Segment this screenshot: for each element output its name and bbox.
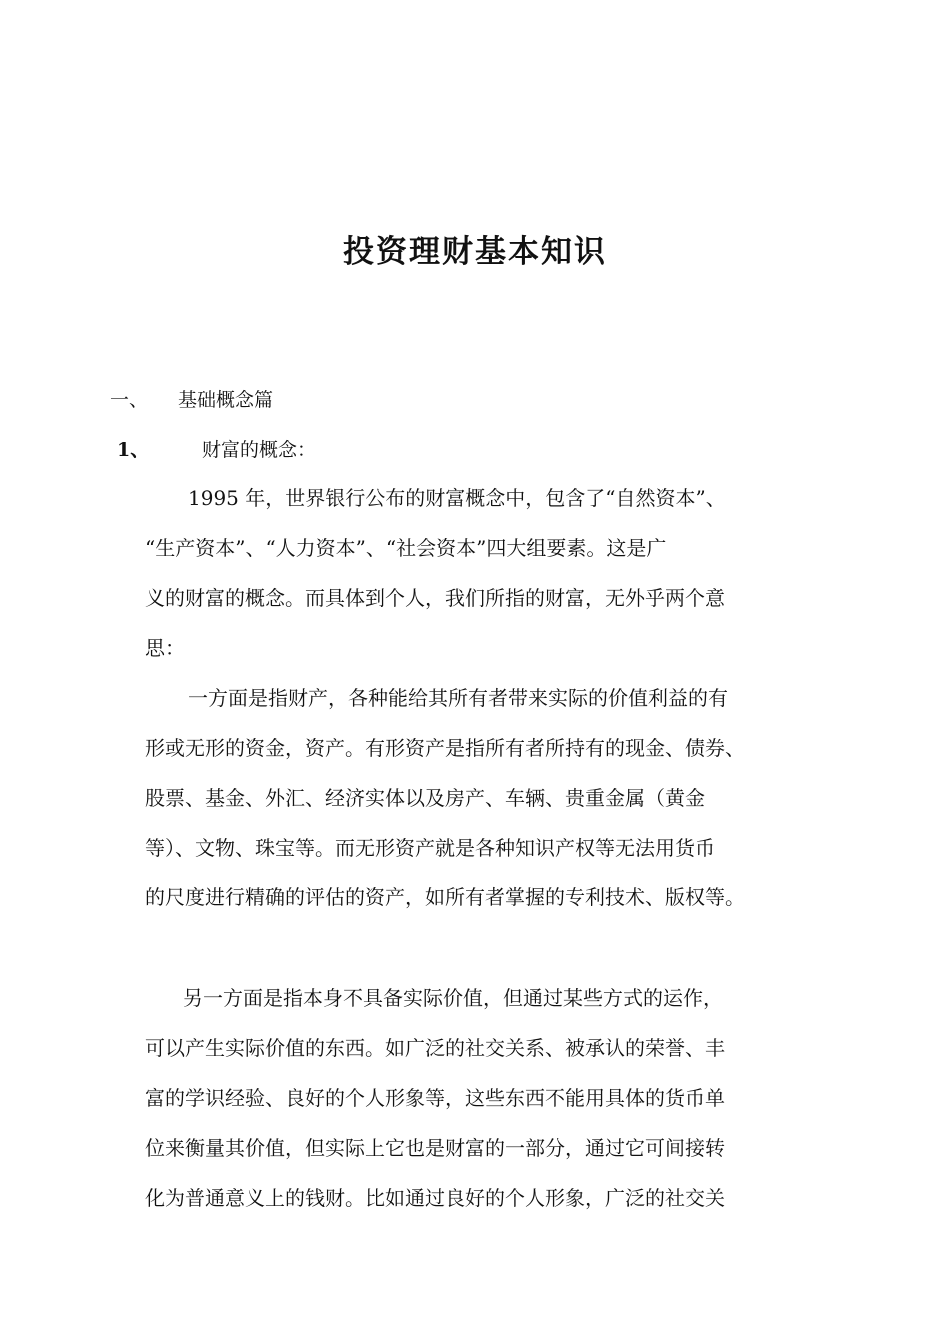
paragraph-line: 义的财富的概念。而具体到个人，我们所指的财富，无外乎两个意: [145, 586, 725, 610]
paragraph-line: 等）、文物、珠宝等。而无形资产就是各种知识产权等无法用货币: [145, 836, 715, 860]
section-label: 基础概念篇: [178, 389, 274, 411]
paragraph-line: 位来衡量其价值，但实际上它也是财富的一部分，通过它可间接转: [145, 1136, 725, 1160]
paragraph-line: 思：: [145, 636, 185, 660]
subsection-label: 财富的概念：: [202, 439, 317, 461]
subsection-number: 1、: [117, 439, 150, 461]
paragraph-line: 股票、基金、外汇、经济实体以及房产、车辆、贵重金属（黄金: [145, 786, 705, 810]
paragraph-line: 另一方面是指本身不具备实际价值，但通过某些方式的运作，: [183, 986, 723, 1010]
paragraph-line: 一方面是指财产，各种能给其所有者带来实际的价值利益的有: [188, 686, 728, 710]
paragraph-line: 的尺度进行精确的评估的资产，如所有者掌握的专利技术、版权等。: [145, 885, 745, 909]
paragraph-line: 可以产生实际价值的东西。如广泛的社交关系、被承认的荣誉、丰: [145, 1036, 725, 1060]
paragraph-line: 1995 年，世界银行公布的财富概念中，包含了“自然资本”、: [188, 486, 726, 510]
paragraph-line: 形或无形的资金，资产。有形资产是指所有者所持有的现金、债券、: [145, 736, 745, 760]
paragraph-line: 化为普通意义上的钱财。比如通过良好的个人形象，广泛的社交关: [145, 1186, 725, 1210]
document-title: 投资理财基本知识: [343, 234, 607, 270]
section-number: 一、: [110, 389, 149, 411]
paragraph-line: “生产资本”、“人力资本”、“社会资本”四大组要素。这是广: [145, 536, 667, 560]
paragraph-line: 富的学识经验、良好的个人形象等，这些东西不能用具体的货币单: [145, 1086, 725, 1110]
